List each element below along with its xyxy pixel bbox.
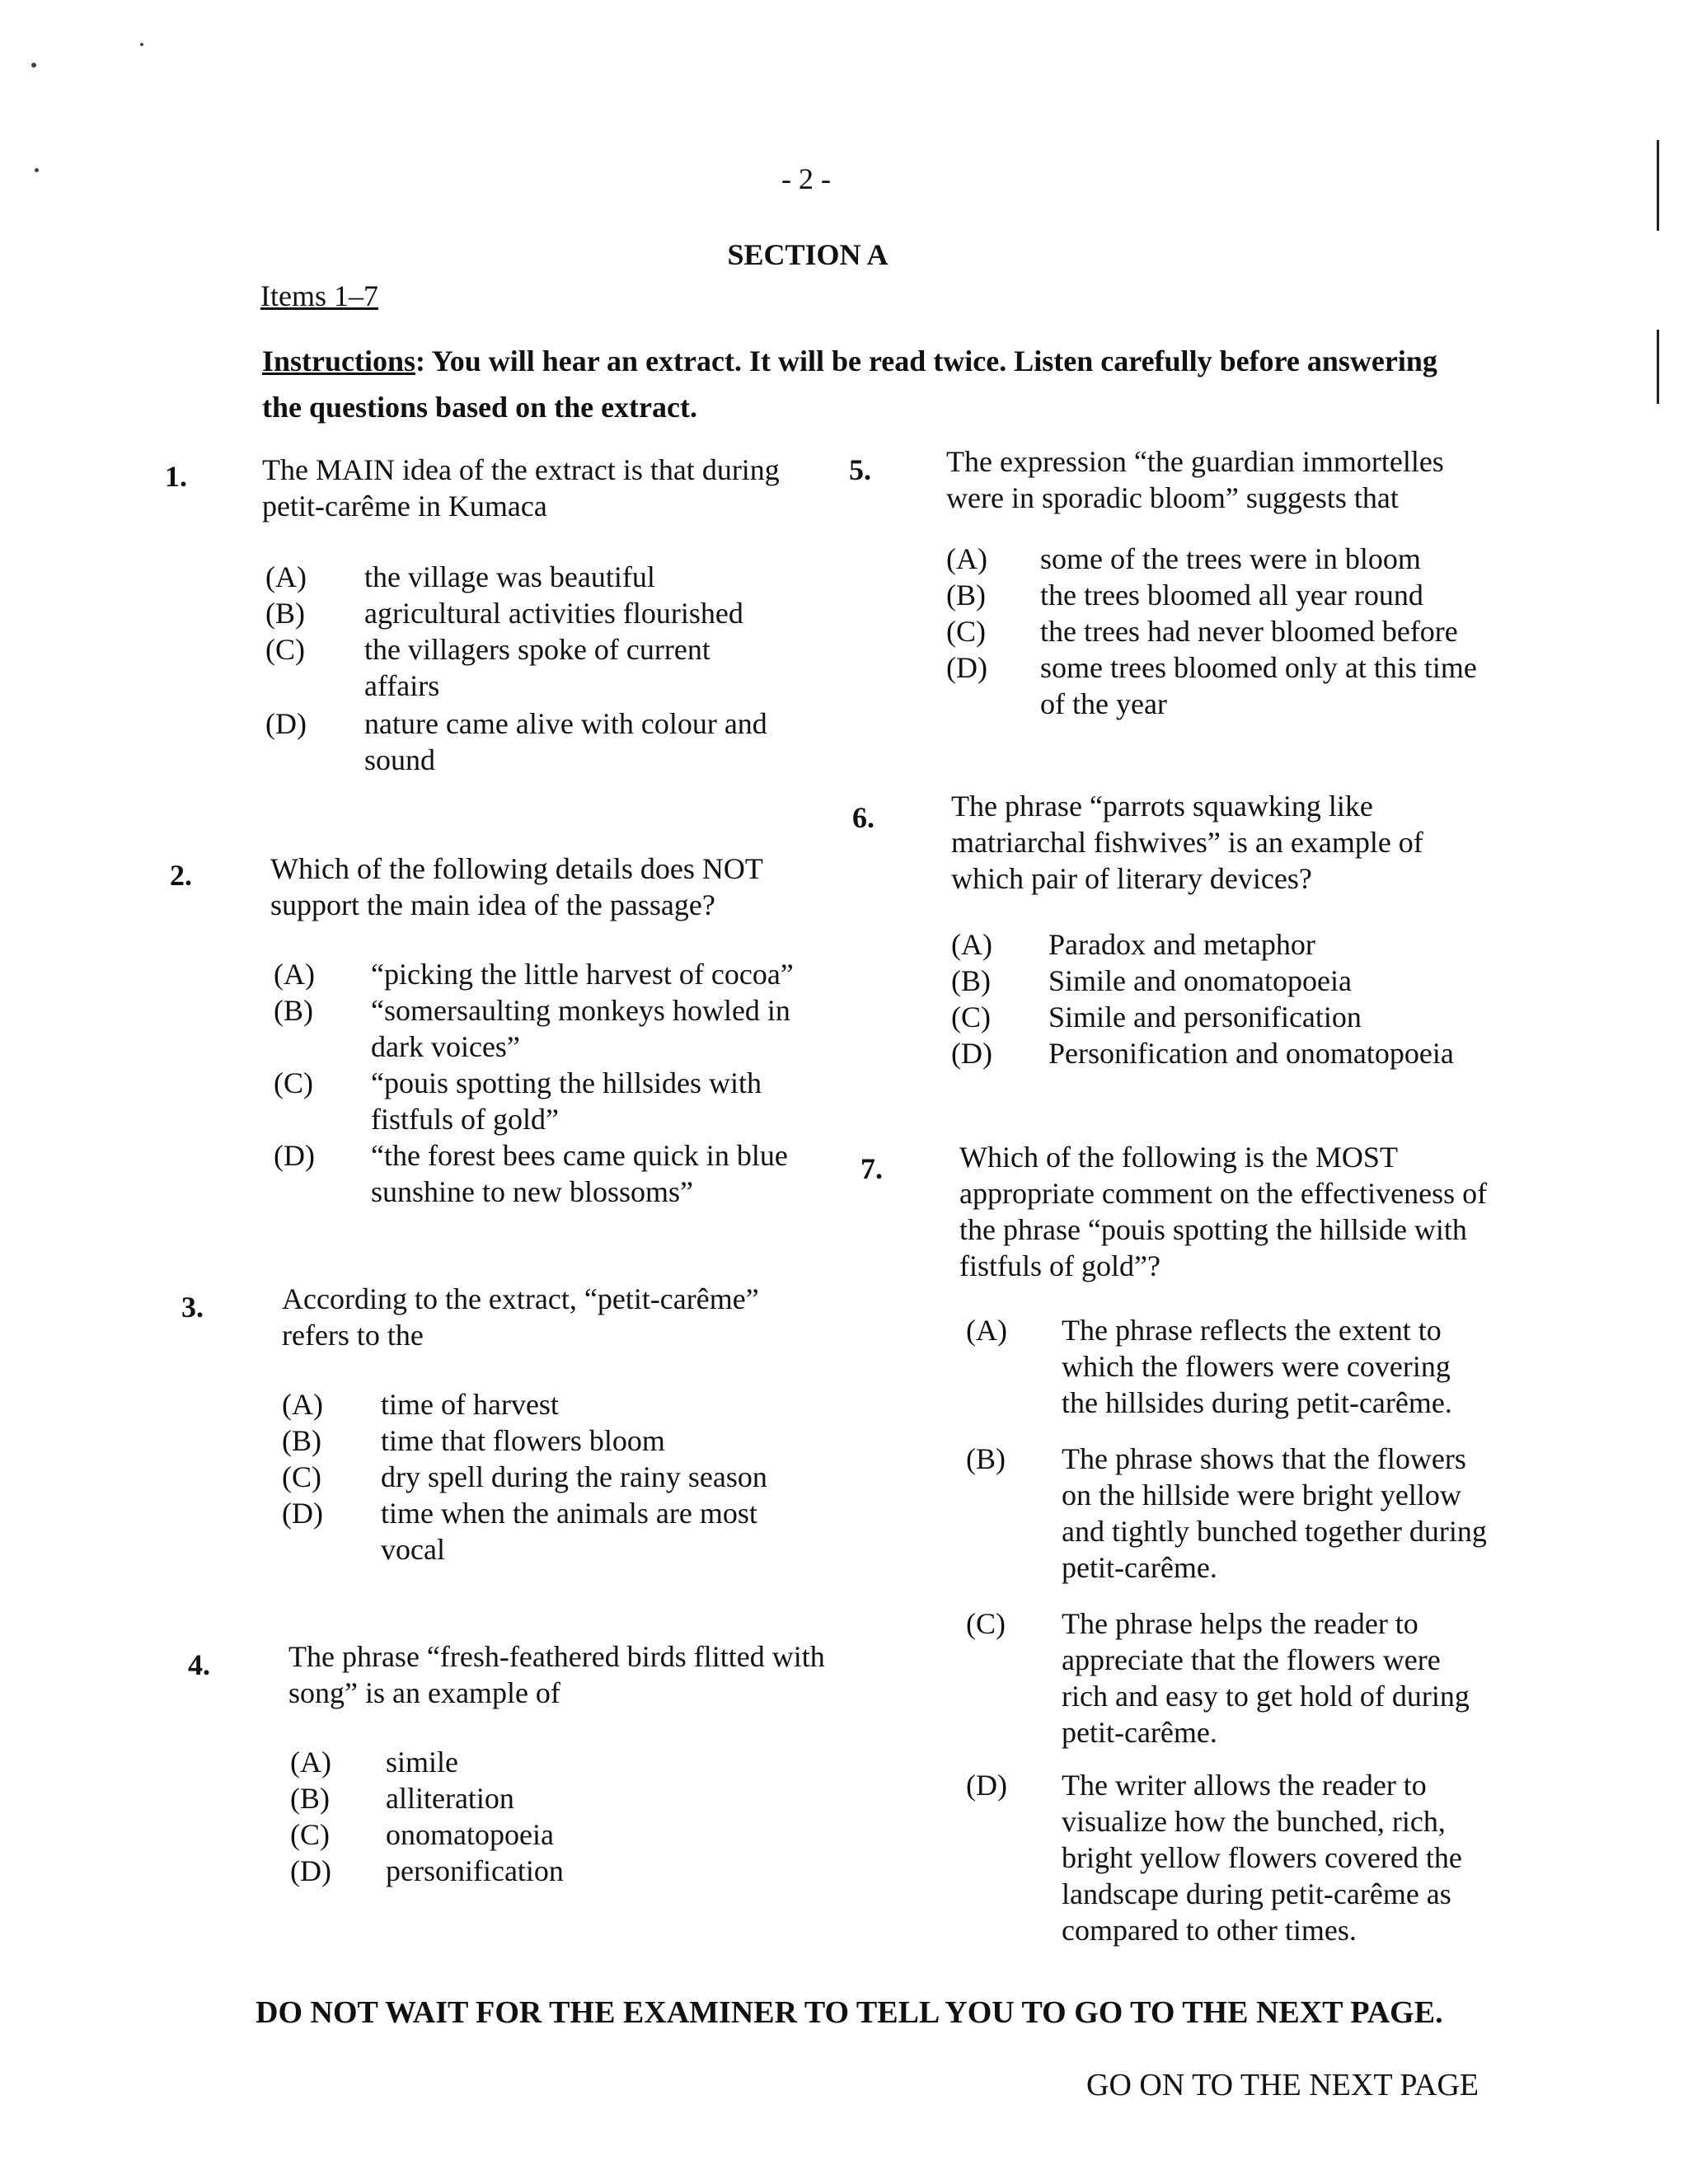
question-number: 7. (860, 1152, 883, 1185)
option-letter: (C) (265, 633, 305, 666)
option-text: The writer allows the reader to visualize how the bunched, rich, bright yellow flowers covered the landscape during petit-carême as compared to other times. (1062, 1769, 1462, 1947)
instructions-text: : You will hear an extract. It will be read twice. Listen carefully before answering the questions based on the extract. (262, 344, 1437, 424)
option-letter: (C) (290, 1818, 330, 1851)
section-title: SECTION A (727, 238, 889, 271)
option-text: Paradox and metaphor (1048, 928, 1315, 961)
option-text: the villagers spoke of current affairs (364, 633, 710, 702)
option-text: nature came alive with colour and sound (364, 707, 767, 776)
option-letter: (C) (274, 1066, 313, 1099)
option-letter: (A) (951, 928, 992, 961)
option-letter: (D) (946, 651, 987, 684)
option-text: time that flowers bloom (381, 1424, 665, 1457)
option-letter: (A) (282, 1388, 323, 1421)
option-text: dry spell during the rainy season (381, 1460, 767, 1493)
option-text: the village was beautiful (364, 560, 655, 593)
option-text: some of the trees were in bloom (1040, 542, 1421, 575)
footer-next-page: GO ON TO THE NEXT PAGE (1086, 2068, 1479, 2102)
option-text: “somersaulting monkeys howled in dark voices” (371, 994, 790, 1063)
option-letter: (D) (265, 707, 307, 740)
question-number: 6. (852, 801, 874, 834)
option-text: Personification and onomatopoeia (1048, 1037, 1454, 1070)
option-text: Simile and onomatopoeia (1048, 964, 1352, 997)
option-letter: (C) (946, 615, 986, 648)
scan-speck (31, 63, 36, 68)
option-text: “the forest bees came quick in blue sunshine to new blossoms” (371, 1139, 788, 1208)
option-text: personification (386, 1854, 564, 1887)
instructions (262, 338, 1482, 430)
option-letter: (D) (966, 1769, 1007, 1802)
question-stem: The MAIN idea of the extract is that during petit-carême in Kumaca (262, 453, 780, 523)
option-letter: (D) (274, 1139, 315, 1172)
option-letter: (D) (951, 1037, 992, 1070)
option-text: The phrase reflects the extent to which the flowers were covering the hillsides during petit-carême. (1062, 1314, 1452, 1419)
scan-edge-line (1657, 140, 1659, 231)
option-text: the trees had never bloomed before (1040, 615, 1458, 648)
items-label: Items 1–7 (260, 279, 378, 312)
question-number: 4. (188, 1648, 210, 1681)
option-letter: (A) (966, 1314, 1007, 1347)
option-text: onomatopoeia (386, 1818, 554, 1851)
question-number: 2. (170, 859, 192, 892)
option-letter: (C) (951, 1001, 991, 1033)
option-text: alliteration (386, 1782, 514, 1815)
option-text: time of harvest (381, 1388, 559, 1421)
option-text: simile (386, 1746, 458, 1779)
option-letter: (B) (946, 579, 986, 612)
option-letter: (B) (951, 964, 991, 997)
option-letter: (A) (274, 958, 315, 991)
option-text: Simile and personification (1048, 1001, 1362, 1033)
question-number: 5. (849, 453, 871, 486)
option-letter: (B) (282, 1424, 321, 1457)
question-number: 3. (181, 1291, 204, 1324)
question-stem: Which of the following is the MOST appropriate comment on the effectiveness of the phrase “pouis spotting the hillside with fistfuls of gold”? (959, 1141, 1488, 1282)
scan-edge-line (1657, 330, 1659, 404)
instructions-lead: Instructions (262, 344, 416, 377)
option-letter: (C) (282, 1460, 321, 1493)
option-letter: (A) (946, 542, 987, 575)
option-letter: (B) (966, 1442, 1006, 1475)
option-text: “pouis spotting the hillsides with fistfuls of gold” (371, 1066, 762, 1136)
question-stem: The phrase “parrots squawking like matriarchal fishwives” is an example of which pair of literary devices? (951, 790, 1423, 895)
option-letter: (B) (290, 1782, 330, 1815)
option-text: agricultural activities flourished (364, 597, 743, 630)
option-letter: (A) (290, 1746, 331, 1779)
page-number: - 2 - (781, 162, 831, 195)
question-number: 1. (165, 460, 187, 493)
option-letter: (D) (290, 1854, 331, 1887)
scan-speck (35, 168, 39, 172)
option-text: The phrase helps the reader to appreciate that the flowers were rich and easy to get hold of during petit-carême. (1062, 1607, 1470, 1749)
option-letter: (D) (282, 1497, 323, 1530)
scan-speck (140, 43, 143, 46)
option-text: “picking the little harvest of cocoa” (371, 958, 794, 991)
question-stem: The phrase “fresh-feathered birds flitted with song” is an example of (288, 1640, 825, 1709)
option-text: the trees bloomed all year round (1040, 579, 1423, 612)
option-text: time when the animals are most vocal (381, 1497, 757, 1566)
option-letter: (B) (274, 994, 313, 1027)
question-stem: The expression “the guardian immortelles were in sporadic bloom” suggests that (946, 445, 1444, 514)
option-text: some trees bloomed only at this time of the year (1040, 651, 1477, 720)
question-stem: Which of the following details does NOT support the main idea of the passage? (270, 852, 763, 921)
option-letter: (A) (265, 560, 307, 593)
option-letter: (B) (265, 597, 305, 630)
question-stem: According to the extract, “petit-carême” refers to the (282, 1282, 759, 1352)
option-letter: (C) (966, 1607, 1006, 1640)
option-text: The phrase shows that the flowers on the hillside were bright yellow and tightly bunched together during petit-carême. (1062, 1442, 1487, 1584)
footer-warning: DO NOT WAIT FOR THE EXAMINER TO TELL YOU TO GO TO THE NEXT PAGE. (256, 1995, 1443, 2030)
